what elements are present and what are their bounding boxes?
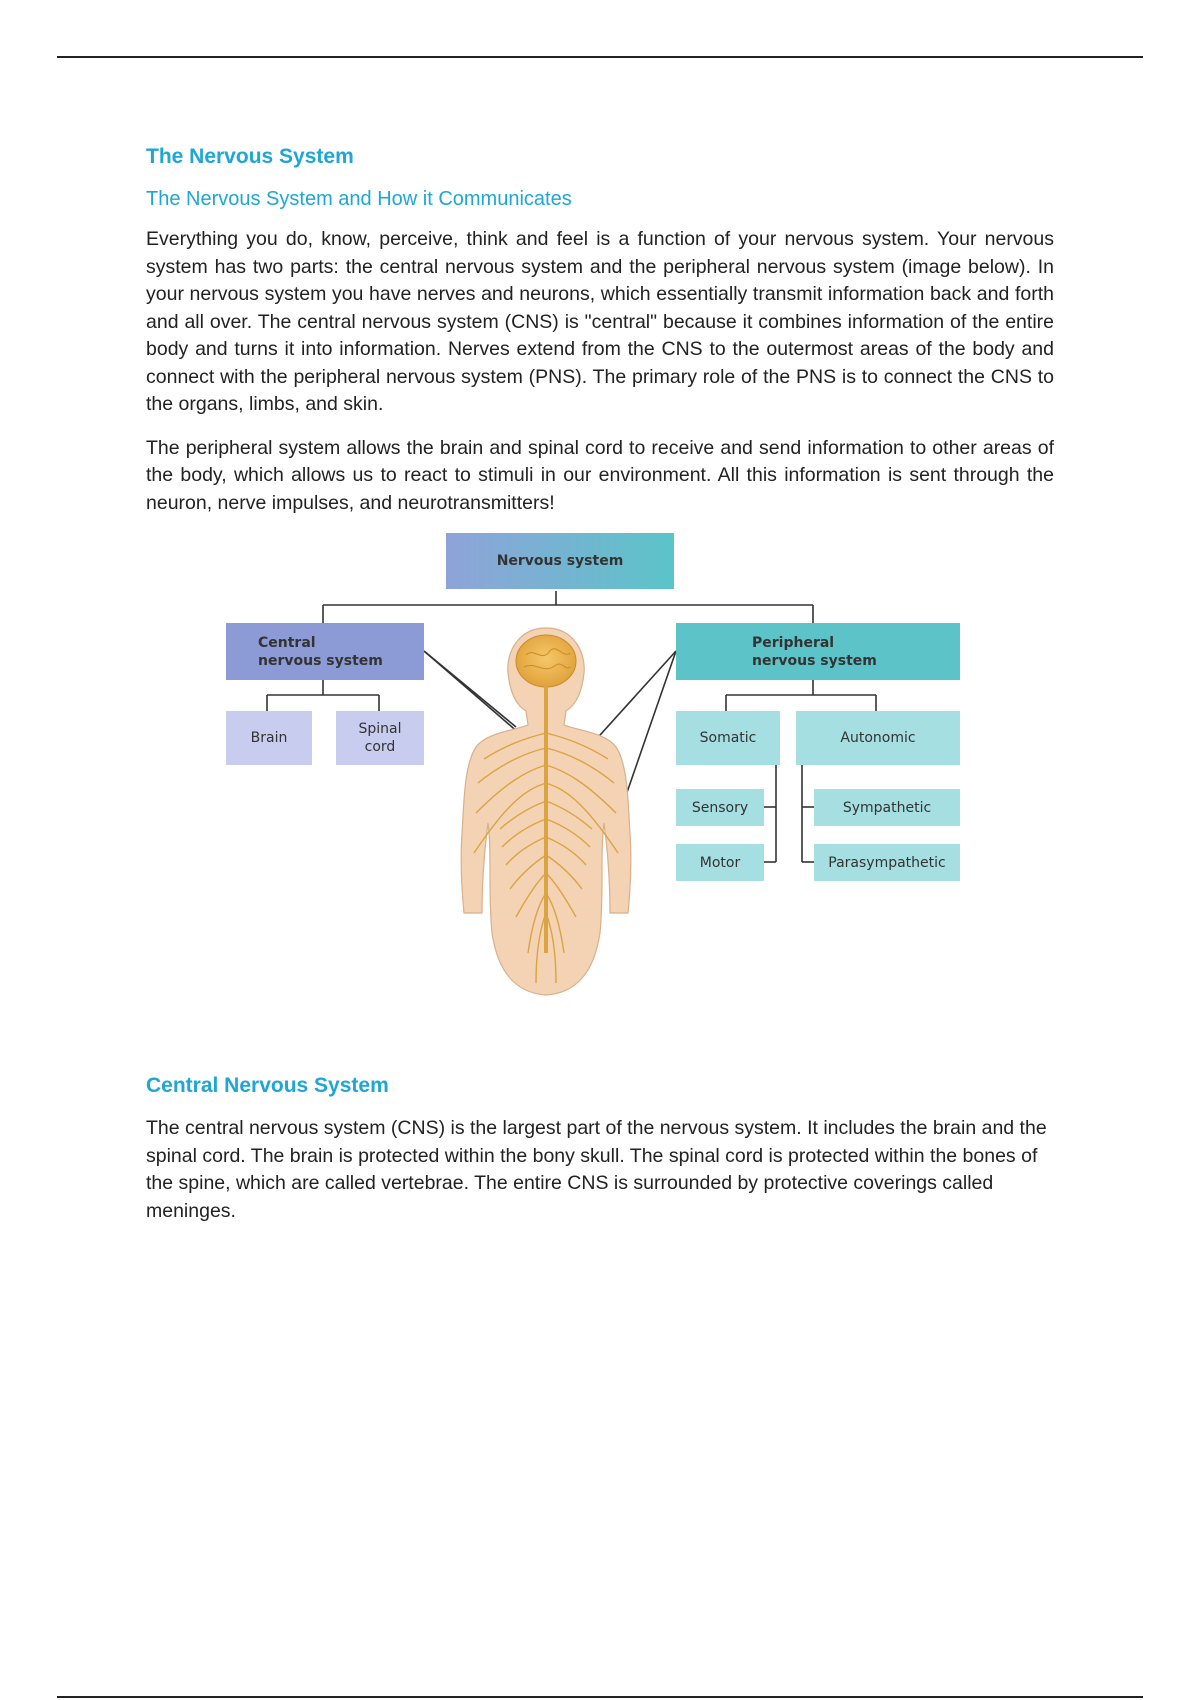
sympathetic-box: [814, 789, 960, 826]
intro-paragraph-2: The peripheral system allows the brain and spinal cord to receive and send information to other areas of the body, which allows us to react to stimuli in our environment. All this information is sent through the neuron, nerve impulses, and neurotransmitters!: [146, 436, 1054, 514]
brain-box: [226, 711, 312, 765]
page-title: The Nervous System: [146, 145, 354, 168]
pns-label-line1: Peripheral: [752, 634, 835, 651]
cns-paragraph: The central nervous system (CNS) is the largest part of the nervous system. It includes the brain and the spinal cord. The brain is protected within the bony skull. The spinal cord is protected within the bones of the spine, which are called vertebrae. The entire CNS is surrounded by protective coverings called meninges.: [146, 1117, 1047, 1222]
autonomic-box: [796, 711, 960, 765]
spinal-cord-box: [336, 711, 424, 765]
spinal-cord-label-line2: cord: [364, 739, 396, 755]
pns-label-line2: nervous system: [752, 652, 877, 669]
cns-label-line1: Central: [258, 634, 316, 651]
spinal-cord-label-line1: Spinal: [358, 721, 402, 737]
somatic-box: [676, 711, 780, 765]
header-rule: [57, 56, 1143, 58]
nervous-system-diagram: [146, 533, 1054, 1003]
diagram-svg: [146, 533, 1054, 1003]
footer-rule: [57, 1696, 1143, 1698]
nervous-system-label: Nervous system: [496, 553, 624, 569]
cns-label-line2: nervous system: [258, 652, 383, 669]
peripheral-nervous-system-box: [676, 623, 960, 680]
sympathetic-label: Sympathetic: [842, 799, 932, 816]
sensory-label: Sensory: [691, 799, 749, 816]
intro-paragraph-1: Everything you do, know, perceive, think and feel is a function of your nervous system. Your nervous system has two parts: the central nervous system and the peripheral nervous system (image below). In your nervous system you have nerves and neurons, which essentially transmit information back and forth and all over. The central nervous system (CNS) is "central" because it combines information of the entire body and turns it into information. Nerves extend from the CNS to the outermost areas of the body and connect with the peripheral nervous system (PNS). The primary role of the PNS is to connect the CNS to the organs, limbs, and skin.: [146, 228, 1054, 415]
nervous-system-box: [446, 533, 674, 589]
motor-box: [676, 844, 764, 881]
document-content: [146, 144, 1054, 1241]
page-subtitle: The Nervous System and How it Communicates: [146, 188, 572, 210]
parasympathetic-label: Parasympathetic: [828, 854, 946, 871]
human-body-illustration: [461, 628, 631, 995]
central-nervous-system-box: [226, 623, 424, 680]
brain-shape: [516, 635, 576, 687]
parasympathetic-box: [814, 844, 960, 881]
autonomic-label: Autonomic: [840, 730, 916, 746]
brain-label: Brain: [250, 730, 288, 746]
sensory-box: [676, 789, 764, 826]
section-heading-cns: Central Nervous System: [146, 1074, 389, 1097]
motor-label: Motor: [699, 854, 741, 871]
somatic-label: Somatic: [699, 730, 757, 746]
